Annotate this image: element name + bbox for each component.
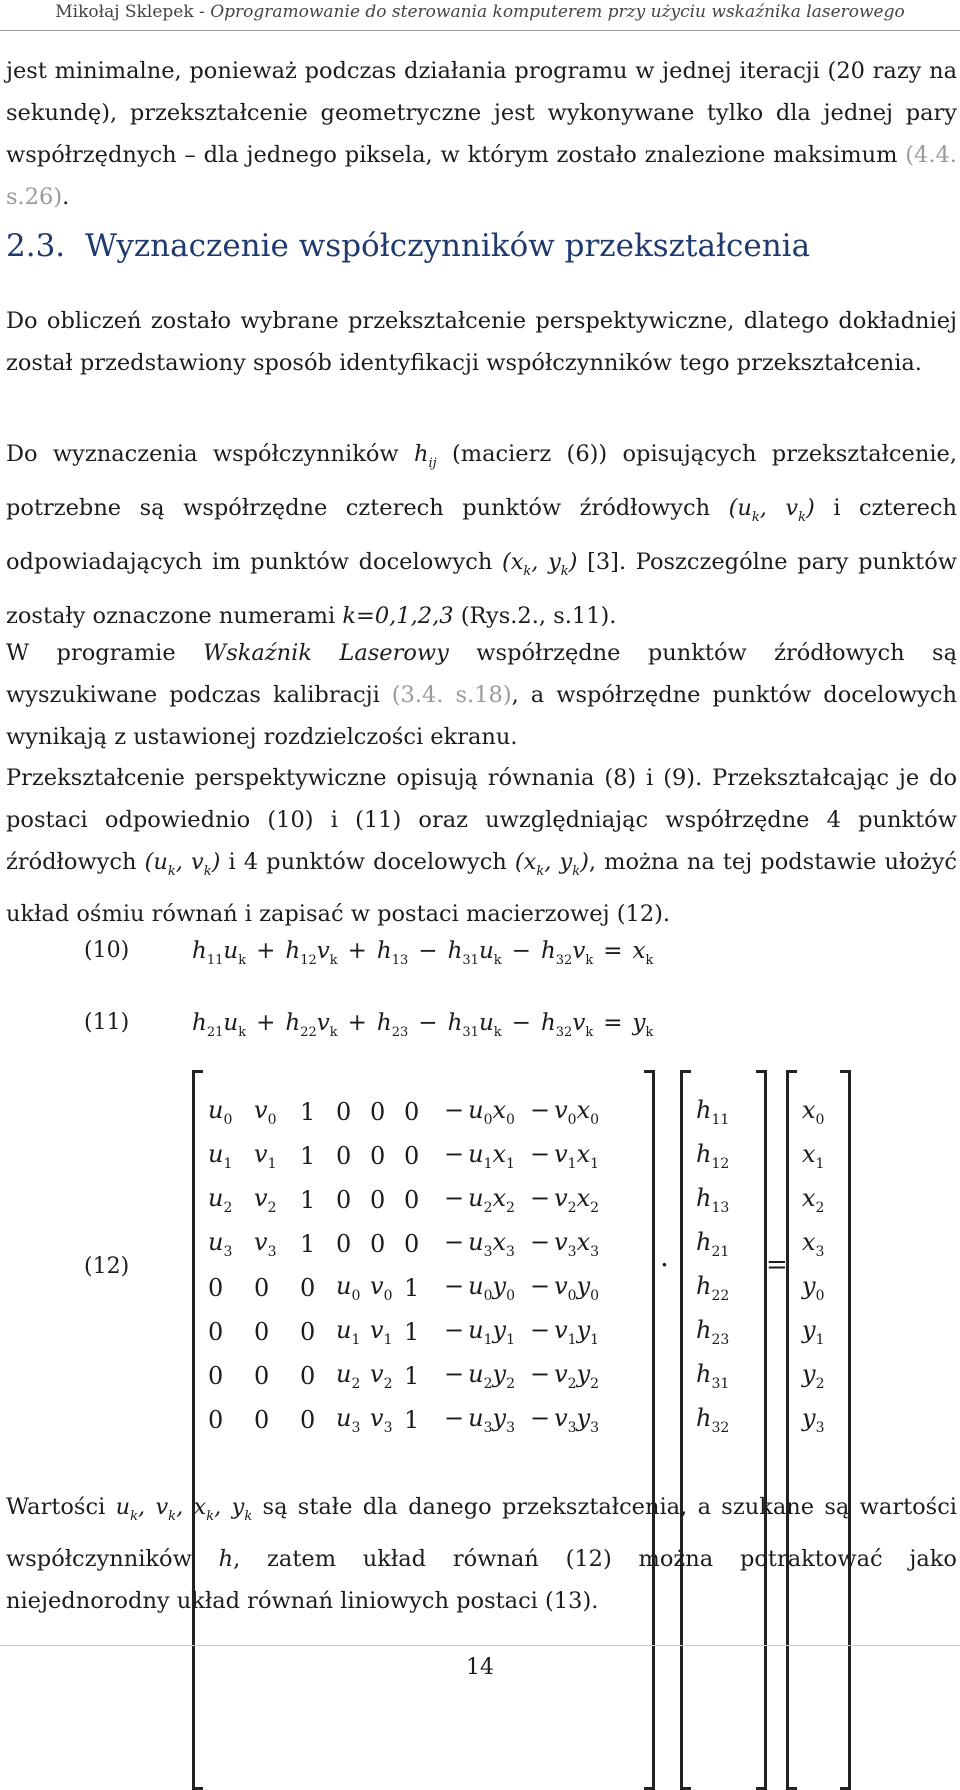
matrix-cell: 0 [254, 1318, 270, 1346]
p6-text-1: Wartości [6, 1494, 116, 1520]
matrix-cell: − $v_3y_3$ [530, 1404, 600, 1436]
rhs-vector-entry: $x_1$ [802, 1140, 825, 1172]
matrix-cell: 1 [300, 1230, 316, 1258]
section-number: 2.3. [6, 228, 66, 264]
matrix-cell: − $v_2y_2$ [530, 1360, 600, 1392]
matrix-cell: − $u_0y_0$ [444, 1272, 515, 1304]
matrix-cell: 1 [404, 1362, 420, 1390]
matrix-cell: $u_2$ [336, 1360, 361, 1392]
h-vector-entry: $h_{32}$ [696, 1404, 730, 1436]
equation-11-number: (11) [84, 1010, 130, 1035]
matrix-cell: 0 [370, 1142, 386, 1170]
matrix-row [208, 1178, 620, 1222]
matrix-cell: $v_3$ [254, 1228, 277, 1260]
p5-text-2: i 4 punktów docelowych [220, 849, 515, 875]
matrix-cell: 1 [404, 1318, 420, 1346]
paragraph-1 [6, 50, 957, 218]
matrix-cell: $v_3$ [370, 1404, 393, 1436]
paragraph-6 [6, 1486, 957, 1622]
matrix-cell: 0 [208, 1406, 224, 1434]
p4-text-3: , a współrzędne punktów docelowych wynikają z ustawionej rozdzielczości ekranu. [6, 682, 957, 750]
header-author: Mikołaj Sklepek - [55, 2, 211, 22]
matrix-cell: $u_3$ [208, 1228, 233, 1260]
h-vector-entry: $h_{12}$ [696, 1140, 730, 1172]
matrix-cell: $u_1$ [208, 1140, 233, 1172]
matrix-cell: − $v_0x_0$ [530, 1096, 600, 1128]
p5-text-3: , można na tej podstawie ułożyć układ ośmiu równań i zapisać w postaci macierzowej (12). [6, 849, 958, 927]
h-vector-entry: $h_{23}$ [696, 1316, 730, 1348]
matrix-cell: $v_2$ [254, 1184, 277, 1216]
matrix-cell: $v_0$ [370, 1272, 393, 1304]
matrix-row [208, 1090, 620, 1134]
h-vector-entry: $h_{31}$ [696, 1360, 730, 1392]
running-header [0, 0, 960, 32]
h-vector-entry: $h_{11}$ [696, 1096, 730, 1128]
h-vector-right-bracket [756, 1070, 767, 1790]
matrix-cell: 0 [254, 1274, 270, 1302]
p3-text-5: (Rys.2., s.11). [453, 603, 617, 629]
matrix-cell: $v_1$ [370, 1316, 393, 1348]
matrix-cell: − $v_2x_2$ [530, 1184, 600, 1216]
coef-h-2: h [218, 1546, 234, 1572]
matrix-cell: 0 [404, 1230, 420, 1258]
h-vector-entry: $h_{22}$ [696, 1272, 730, 1304]
rhs-vector-entry: $y_2$ [802, 1360, 825, 1392]
matrix-cell: − $u_1x_1$ [444, 1140, 515, 1172]
equation-10-number: (10) [84, 938, 130, 963]
paragraph-2-text: Do obliczeń zostało wybrane przekształcenie perspektywiczne, dlatego dokładniej został przedstawiony sposób identyfikacji współczynników tego przekształcenia. [6, 308, 957, 376]
matrix-cell: 0 [208, 1274, 224, 1302]
target-point-symbol-2: ($x_k$, $y_k$) [514, 849, 589, 879]
header-rule [0, 30, 960, 31]
matrix-cell: − $u_3x_3$ [444, 1228, 515, 1260]
p5-text-1: Przekształcenie perspektywiczne opisują równania (8) i (9). Przekształcając je do postaci odpowiednio (10) i (11) oraz uwzględniając współrzędne 4 punktów źródłowych [6, 765, 957, 875]
matrix-cell: $v_2$ [370, 1360, 393, 1392]
p4-text-1: W programie [6, 640, 204, 666]
equation-11-rhs: y [632, 1010, 646, 1036]
program-name: Wskaźnik Laserowy [203, 640, 449, 666]
paragraph-5 [6, 757, 957, 935]
matrix-cell: 0 [370, 1098, 386, 1126]
p6-text-2: są stałe dla danego przekształcenia, a szukane są wartości współczynników [6, 1494, 958, 1572]
matrix-cell: 1 [404, 1274, 420, 1302]
matrix-cell: − $v_1y_1$ [530, 1316, 600, 1348]
p6-text-3: , zatem układ równań (12) można potraktować jako niejednorodny układ równań liniowych postaci (13). [6, 1546, 957, 1614]
matrix-cell: 0 [336, 1142, 352, 1170]
matrix-row [208, 1266, 620, 1310]
source-point-symbol: ($u_k$, $v_k$) [728, 495, 815, 525]
coef-matrix-left-bracket [192, 1070, 203, 1790]
header-title: Oprogramowanie do sterowania komputerem przy użyciu wskaźnika laserowego [210, 2, 905, 22]
matrix-cell: 1 [404, 1406, 420, 1434]
matrix-row [208, 1134, 620, 1178]
matrix-cell: $v_1$ [254, 1140, 277, 1172]
matrix-row [208, 1222, 620, 1266]
rhs-vector-entry: $y_1$ [802, 1316, 825, 1348]
section-heading [6, 228, 957, 264]
target-point-symbol: ($x_k$, $y_k$) [501, 549, 578, 579]
matrix-cell: − $u_2x_2$ [444, 1184, 515, 1216]
matrix-cell: − $u_2y_2$ [444, 1360, 515, 1392]
footer-rule [0, 1645, 960, 1646]
matrix-cell: − $v_1x_1$ [530, 1140, 600, 1172]
matrix-cell: $u_0$ [208, 1096, 233, 1128]
coef-ij: ij [428, 456, 437, 471]
coef-h: h [413, 441, 429, 467]
coef-matrix-right-bracket [644, 1070, 655, 1790]
paragraph-3 [6, 432, 957, 639]
h-vector-entry: $h_{21}$ [696, 1228, 730, 1260]
matrix-cell: − $u_1y_1$ [444, 1316, 515, 1348]
matrix-cell: $u_3$ [336, 1404, 361, 1436]
rhs-vector-entry: $x_3$ [802, 1228, 825, 1260]
matrix-cell: 0 [300, 1406, 316, 1434]
page-number: 14 [466, 1655, 494, 1680]
h-vector-left-bracket [680, 1070, 691, 1790]
matrix-cell: 0 [254, 1362, 270, 1390]
matrix-cell: 0 [404, 1142, 420, 1170]
matrix-cell: 0 [336, 1230, 352, 1258]
matrix-equals-sign: = [766, 1250, 788, 1280]
cross-reference-4-4[interactable]: (4.4. s.26) [6, 142, 957, 210]
matrix-cell: 0 [300, 1318, 316, 1346]
rhs-vector-entry: $y_3$ [802, 1404, 825, 1436]
rhs-vector-entry: $x_0$ [802, 1096, 825, 1128]
matrix-cell: 1 [300, 1098, 316, 1126]
equation-12-number: (12) [84, 1254, 130, 1279]
paragraph-1-end: . [62, 184, 70, 210]
paragraph-1-text: jest minimalne, ponieważ podczas działania programu w jednej iteracji (20 razy na sekundę), przekształcenie geometryczne jest wykonywane tylko dla jednej pary współrzędnych – dla jednego piksela, w którym zostało znalezione maksimum [6, 58, 957, 168]
paragraph-4 [6, 632, 957, 758]
matrix-cell: 0 [300, 1362, 316, 1390]
matrix-cell: $u_2$ [208, 1184, 233, 1216]
matrix-row [208, 1398, 620, 1442]
matrix-cell: 0 [336, 1186, 352, 1214]
matrix-cell: 0 [208, 1362, 224, 1390]
matrix-cell: 0 [300, 1274, 316, 1302]
section-title: Wyznaczenie współczynników przekształcenia [85, 228, 811, 264]
matrix-cell: 0 [370, 1186, 386, 1214]
matrix-cell: 0 [208, 1318, 224, 1346]
matrix-cell: 0 [404, 1186, 420, 1214]
matrix-cell: 0 [336, 1098, 352, 1126]
equation-10-rhs: x [632, 938, 646, 964]
h-vector-entry: $h_{13}$ [696, 1184, 730, 1216]
h-vector [696, 1090, 729, 1442]
source-point-symbol-2: ($u_k$, $v_k$) [144, 849, 221, 879]
k-values: k=0,1,2,3 [342, 603, 454, 629]
matrix-cell: $u_0$ [336, 1272, 361, 1304]
rhs-vector-left-bracket [786, 1070, 797, 1790]
matrix-cell: $u_1$ [336, 1316, 361, 1348]
coefficient-matrix [208, 1090, 620, 1442]
matrix-cell: 1 [300, 1142, 316, 1170]
equation-10-body: $h_{11}u_k + h_{12}v_k + h_{13} - h_{31}u_k - h_{32}v_k = x_k$ [192, 938, 654, 968]
matrix-cell: 0 [254, 1406, 270, 1434]
equation-11-body: $h_{21}u_k + h_{22}v_k + h_{23} - h_{31}u_k - h_{32}v_k = y_k$ [192, 1010, 654, 1040]
p4-text-2: współrzędne punktów źródłowych są wyszukiwane podczas kalibracji [6, 640, 957, 708]
matrix-cell: − $u_0x_0$ [444, 1096, 515, 1128]
matrix-cell: − $u_3y_3$ [444, 1404, 515, 1436]
rhs-vector-right-bracket [840, 1070, 851, 1790]
paragraph-2 [6, 300, 957, 384]
p3-text-3: i czterech odpowiadających im punktów docelowych [6, 495, 957, 575]
rhs-vector-entry: $x_2$ [802, 1184, 825, 1216]
matrix-row [208, 1310, 620, 1354]
matrix-cell: − $v_3x_3$ [530, 1228, 600, 1260]
p3-text-4: [3]. Poszczególne pary punktów zostały oznaczone numerami [6, 549, 958, 629]
cross-reference-3-4[interactable]: (3.4. s.18) [391, 682, 512, 708]
p3-text-1: Do wyznaczenia współczynników [6, 441, 414, 467]
matrix-cell: $v_0$ [254, 1096, 277, 1128]
matrix-cell: 0 [370, 1230, 386, 1258]
rhs-vector [802, 1090, 824, 1442]
constants-symbols: $u_k$, $v_k$, $x_k$, $y_k$ [115, 1494, 253, 1524]
matrix-cell: − $v_0y_0$ [530, 1272, 600, 1304]
matrix-multiply-dot: . [660, 1240, 669, 1273]
p3-text-2: (macierz (6)) opisujących przekształcenie, potrzebne są współrzędne czterech punktów źródłowych [6, 441, 957, 521]
matrix-row [208, 1354, 620, 1398]
matrix-cell: 1 [300, 1186, 316, 1214]
matrix-cell: 0 [404, 1098, 420, 1126]
rhs-vector-entry: $y_0$ [802, 1272, 825, 1304]
